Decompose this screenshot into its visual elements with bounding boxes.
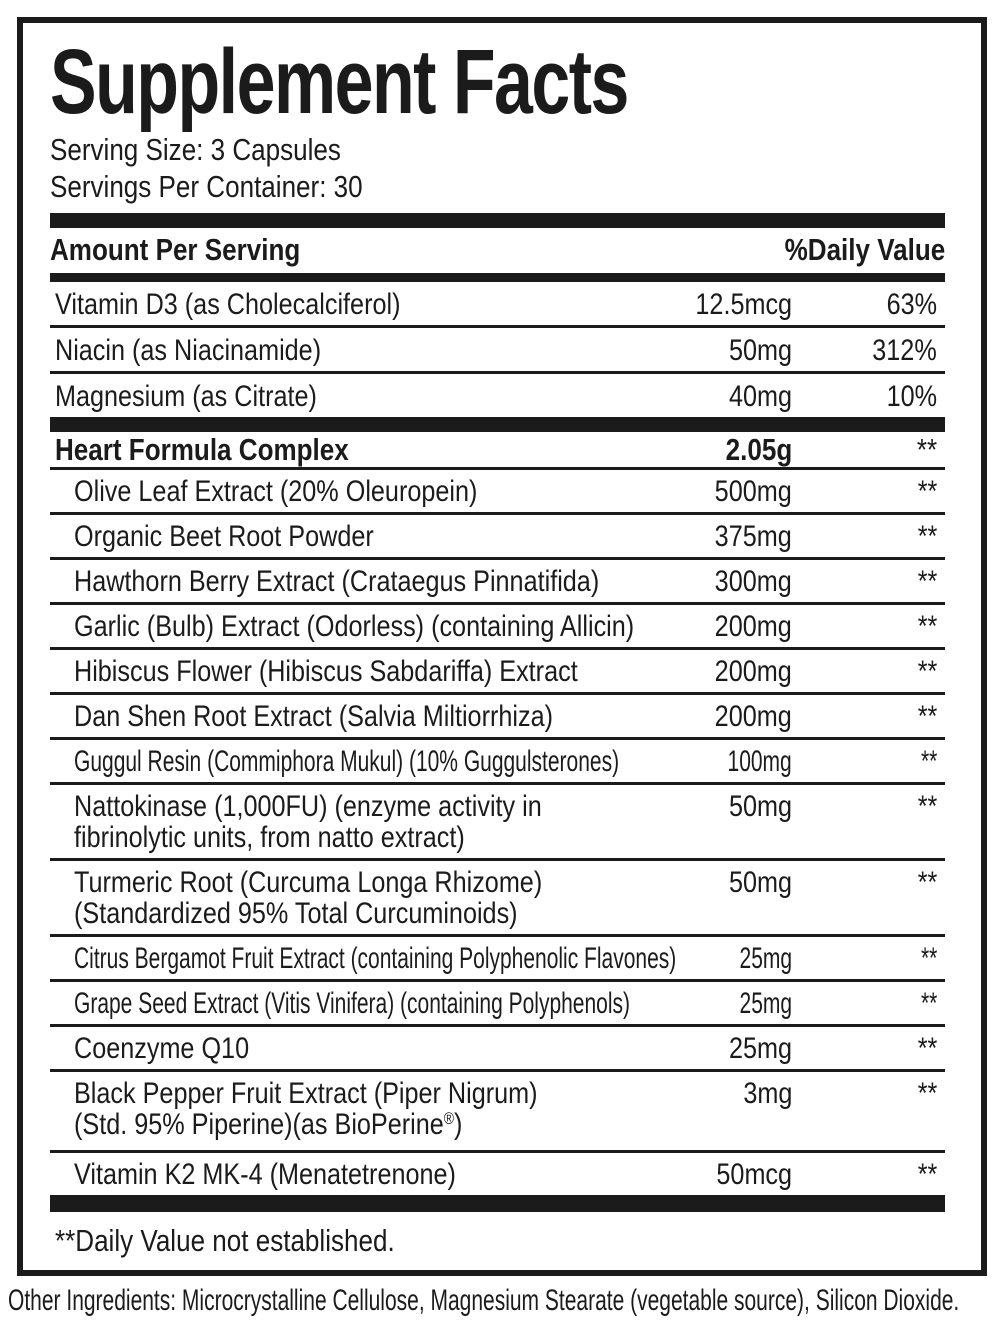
table-row [50, 470, 945, 515]
table-row [50, 328, 945, 374]
thick-divider-complex [50, 417, 945, 432]
ingredient-name: Dan Shen Root Extract (Salvia Miltiorrhiza) [74, 700, 553, 733]
thick-divider-header [50, 273, 945, 282]
table-row [50, 982, 945, 1027]
table-row [50, 650, 945, 695]
daily-value: ** [917, 610, 937, 643]
amount-value: 25mg [728, 1032, 792, 1065]
daily-value: ** [920, 745, 937, 778]
complex-ingredient-rows [50, 470, 945, 1195]
amount-value: 375mg [714, 520, 792, 553]
amount-value: 500mg [714, 475, 792, 508]
ingredient-name: Olive Leaf Extract (20% Oleuropein) [74, 475, 478, 508]
ingredient-name: Organic Beet Root Powder [74, 520, 374, 553]
ingredient-name: Nattokinase (1,000FU) (enzyme activity in fibrinolytic units, from natto extract) [74, 790, 542, 854]
page-title: Supplement Facts [50, 31, 628, 133]
daily-value: 63% [886, 288, 937, 321]
ingredient-name: Guggul Resin (Commiphora Mukul) (10% Guggulsterones) [74, 745, 620, 778]
ingredient-name: Hibiscus Flower (Hibiscus Sabdariffa) Extract [74, 655, 578, 688]
amount-value: 200mg [714, 655, 792, 688]
daily-value: ** [917, 1032, 937, 1065]
daily-value: ** [917, 866, 937, 899]
amount-value: 200mg [714, 700, 792, 733]
table-header-row [50, 228, 945, 273]
servings-per-container: Servings Per Container: 30 [50, 169, 363, 204]
table-row [50, 937, 945, 982]
table-row [50, 1027, 945, 1072]
daily-value: 312% [872, 334, 937, 367]
daily-value: ** [917, 1158, 937, 1191]
main-ingredient-rows [50, 282, 945, 417]
serving-size: Serving Size: 3 Capsules [50, 132, 341, 167]
ingredient-name: Turmeric Root (Curcuma Longa Rhizome) (Standardized 95% Total Curcuminoids) [74, 866, 543, 930]
amount-value: 50mg [728, 334, 792, 367]
amount-value: 50mg [728, 866, 792, 899]
amount-value: 50mcg [716, 1158, 792, 1191]
amount-value: 300mg [714, 565, 792, 598]
daily-value: ** [920, 942, 937, 975]
table-row [50, 374, 945, 417]
table-row [50, 785, 945, 861]
ingredient-name: Grape Seed Extract (Vitis Vinifera) (containing Polyphenols) [74, 987, 631, 1020]
daily-value: ** [917, 520, 937, 553]
table-row [50, 1072, 945, 1153]
ingredient-name: Niacin (as Niacinamide) [55, 334, 322, 367]
ingredient-name: Vitamin D3 (as Cholecalciferol) [55, 288, 401, 321]
daily-value: ** [920, 987, 937, 1020]
complex-daily-value: ** [916, 432, 937, 467]
amount-value: 25mg [739, 987, 792, 1020]
table-row [50, 605, 945, 650]
daily-value: ** [917, 1077, 937, 1110]
supplement-facts-panel [17, 17, 987, 1276]
ingredient-name: Garlic (Bulb) Extract (Odorless) (containing Allicin) [74, 610, 635, 643]
thick-divider-bottom [50, 1195, 945, 1212]
ingredient-name: Vitamin K2 MK-4 (Menatetrenone) [74, 1158, 456, 1191]
daily-value-header: %Daily Value [784, 232, 945, 267]
table-row [50, 740, 945, 785]
amount-value: 12.5mcg [695, 288, 792, 321]
ingredient-name: Hawthorn Berry Extract (Crataegus Pinnatifida) [74, 565, 600, 598]
amount-value: 100mg [727, 745, 792, 778]
ingredient-name: Coenzyme Q10 [74, 1032, 250, 1065]
daily-value: ** [917, 655, 937, 688]
daily-value: 10% [886, 380, 937, 413]
complex-name: Heart Formula Complex [55, 432, 349, 467]
thick-divider-top [50, 213, 945, 228]
other-ingredients: Other Ingredients: Microcrystalline Cellulose, Magnesium Stearate (vegetable source), Silicon Dioxide. [8, 1284, 960, 1317]
table-row [50, 560, 945, 605]
table-row [50, 861, 945, 937]
table-row [50, 695, 945, 740]
amount-per-serving-header: Amount Per Serving [50, 232, 301, 267]
table-row [50, 282, 945, 328]
daily-value: ** [917, 475, 937, 508]
ingredient-name: Magnesium (as Citrate) [55, 380, 317, 413]
amount-value: 40mg [728, 380, 792, 413]
daily-value: ** [917, 700, 937, 733]
daily-value: ** [917, 565, 937, 598]
ingredient-name: Black Pepper Fruit Extract (Piper Nigrum) (Std. 95% Piperine)(as BioPerine®) [74, 1077, 538, 1141]
daily-value-footnote: **Daily Value not established. [55, 1223, 395, 1258]
complex-amount: 2.05g [725, 432, 792, 467]
complex-header-row [50, 432, 945, 470]
amount-value: 3mg [742, 1077, 792, 1110]
ingredient-name: Citrus Bergamot Fruit Extract (containing Polyphenolic Flavones) [74, 942, 677, 975]
table-row [50, 515, 945, 560]
daily-value: ** [917, 790, 937, 823]
amount-value: 25mg [739, 942, 792, 975]
amount-value: 200mg [714, 610, 792, 643]
amount-value: 50mg [728, 790, 792, 823]
table-row [50, 1153, 945, 1195]
